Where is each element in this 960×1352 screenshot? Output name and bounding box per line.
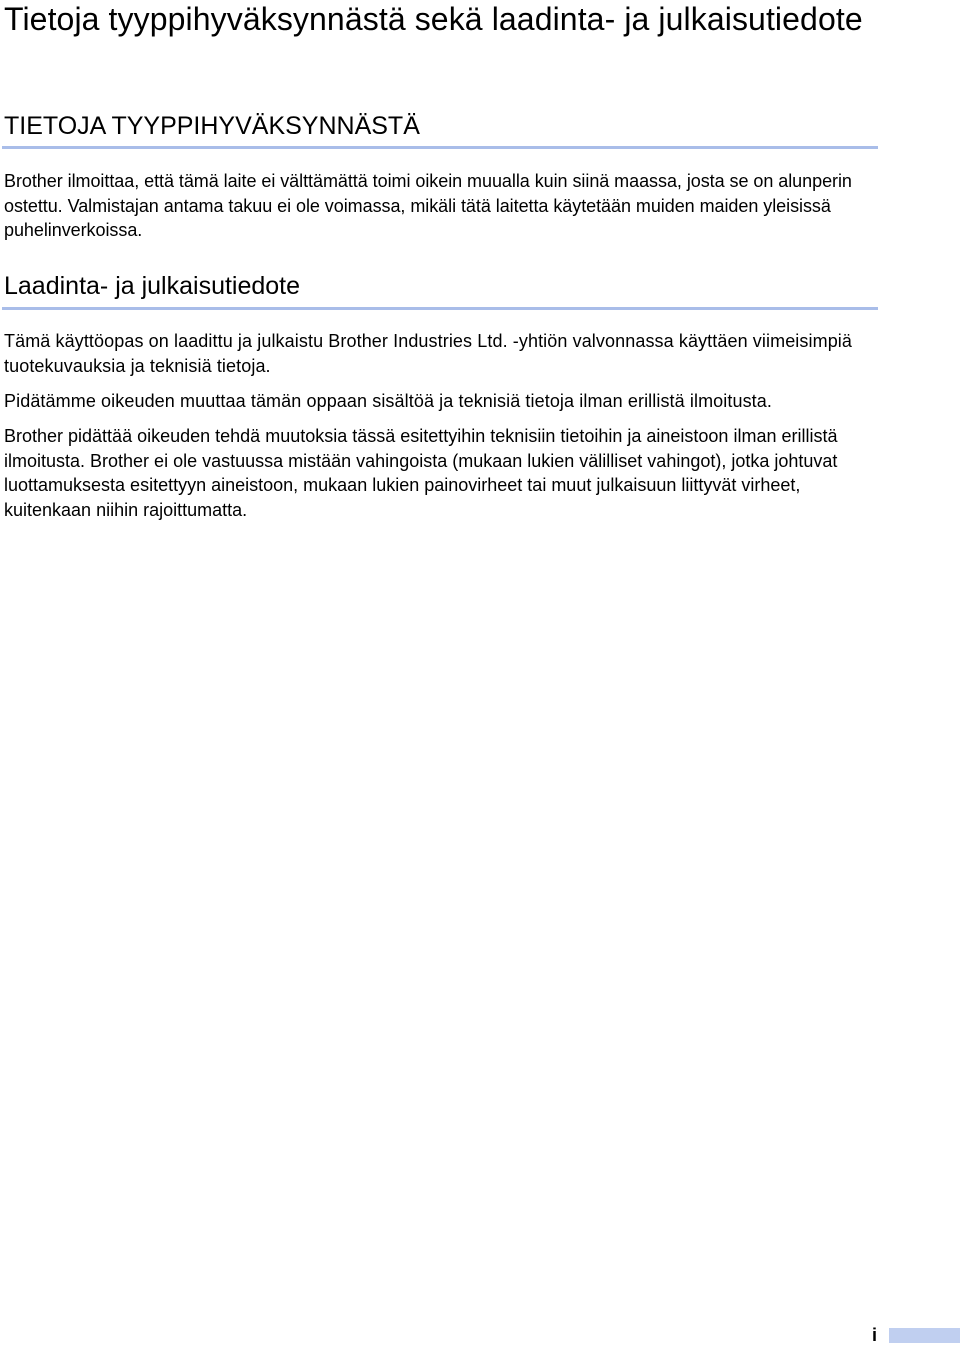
section-heading-compilation-notice: Laadinta- ja julkaisutiedote: [4, 272, 301, 300]
paragraph-reserve-rights: Pidätämme oikeuden muuttaa tämän oppaan sisältöä ja teknisiä tietoja ilman erillistä ilmoitusta.: [4, 391, 772, 411]
paragraph-compilation: Tämä käyttöopas on laadittu ja julkaistu Brother Industries Ltd. -yhtiön valvonnassa käyttäen viimeisimpiä tuotekuvauksia ja teknisiä tietoja.: [4, 331, 853, 376]
paragraph-liability: Brother pidättää oikeuden tehdä muutoksia tässä esitettyihin teknisiin tietoihin ja aineistoon ilman erillistä ilmoitusta. Brother ei ole vastuussa mistään vahingoista (mukaan lukien välilliset vahingot), jotka johtuvat luottamuksesta esitettyyn aineistoon, mukaan lukien painovirheet tai muut julkaisuun liittyvät virheet, kuitenkaan niihin rajoittumatta.: [4, 426, 838, 520]
section-divider: [2, 307, 878, 310]
page-title: Tietoja tyyppihyväksynnästä sekä laadinta- ja julkaisutiedote: [4, 1, 863, 37]
section-divider: [2, 146, 878, 149]
page-number: i: [872, 1325, 878, 1345]
paragraph-type-approval: Brother ilmoittaa, että tämä laite ei välttämättä toimi oikein muualla kuin siinä maassa, josta se on alunperin ostettu. Valmistajan antama takuu ei ole voimassa, mikäli tätä laitetta käytetään muiden maiden yleisissä puhelinverkoissa.: [4, 171, 852, 240]
footer-bar: [889, 1328, 960, 1343]
section-heading-type-approval: TIETOJA TYYPPIHYVÄKSYNNÄSTÄ: [4, 112, 420, 140]
